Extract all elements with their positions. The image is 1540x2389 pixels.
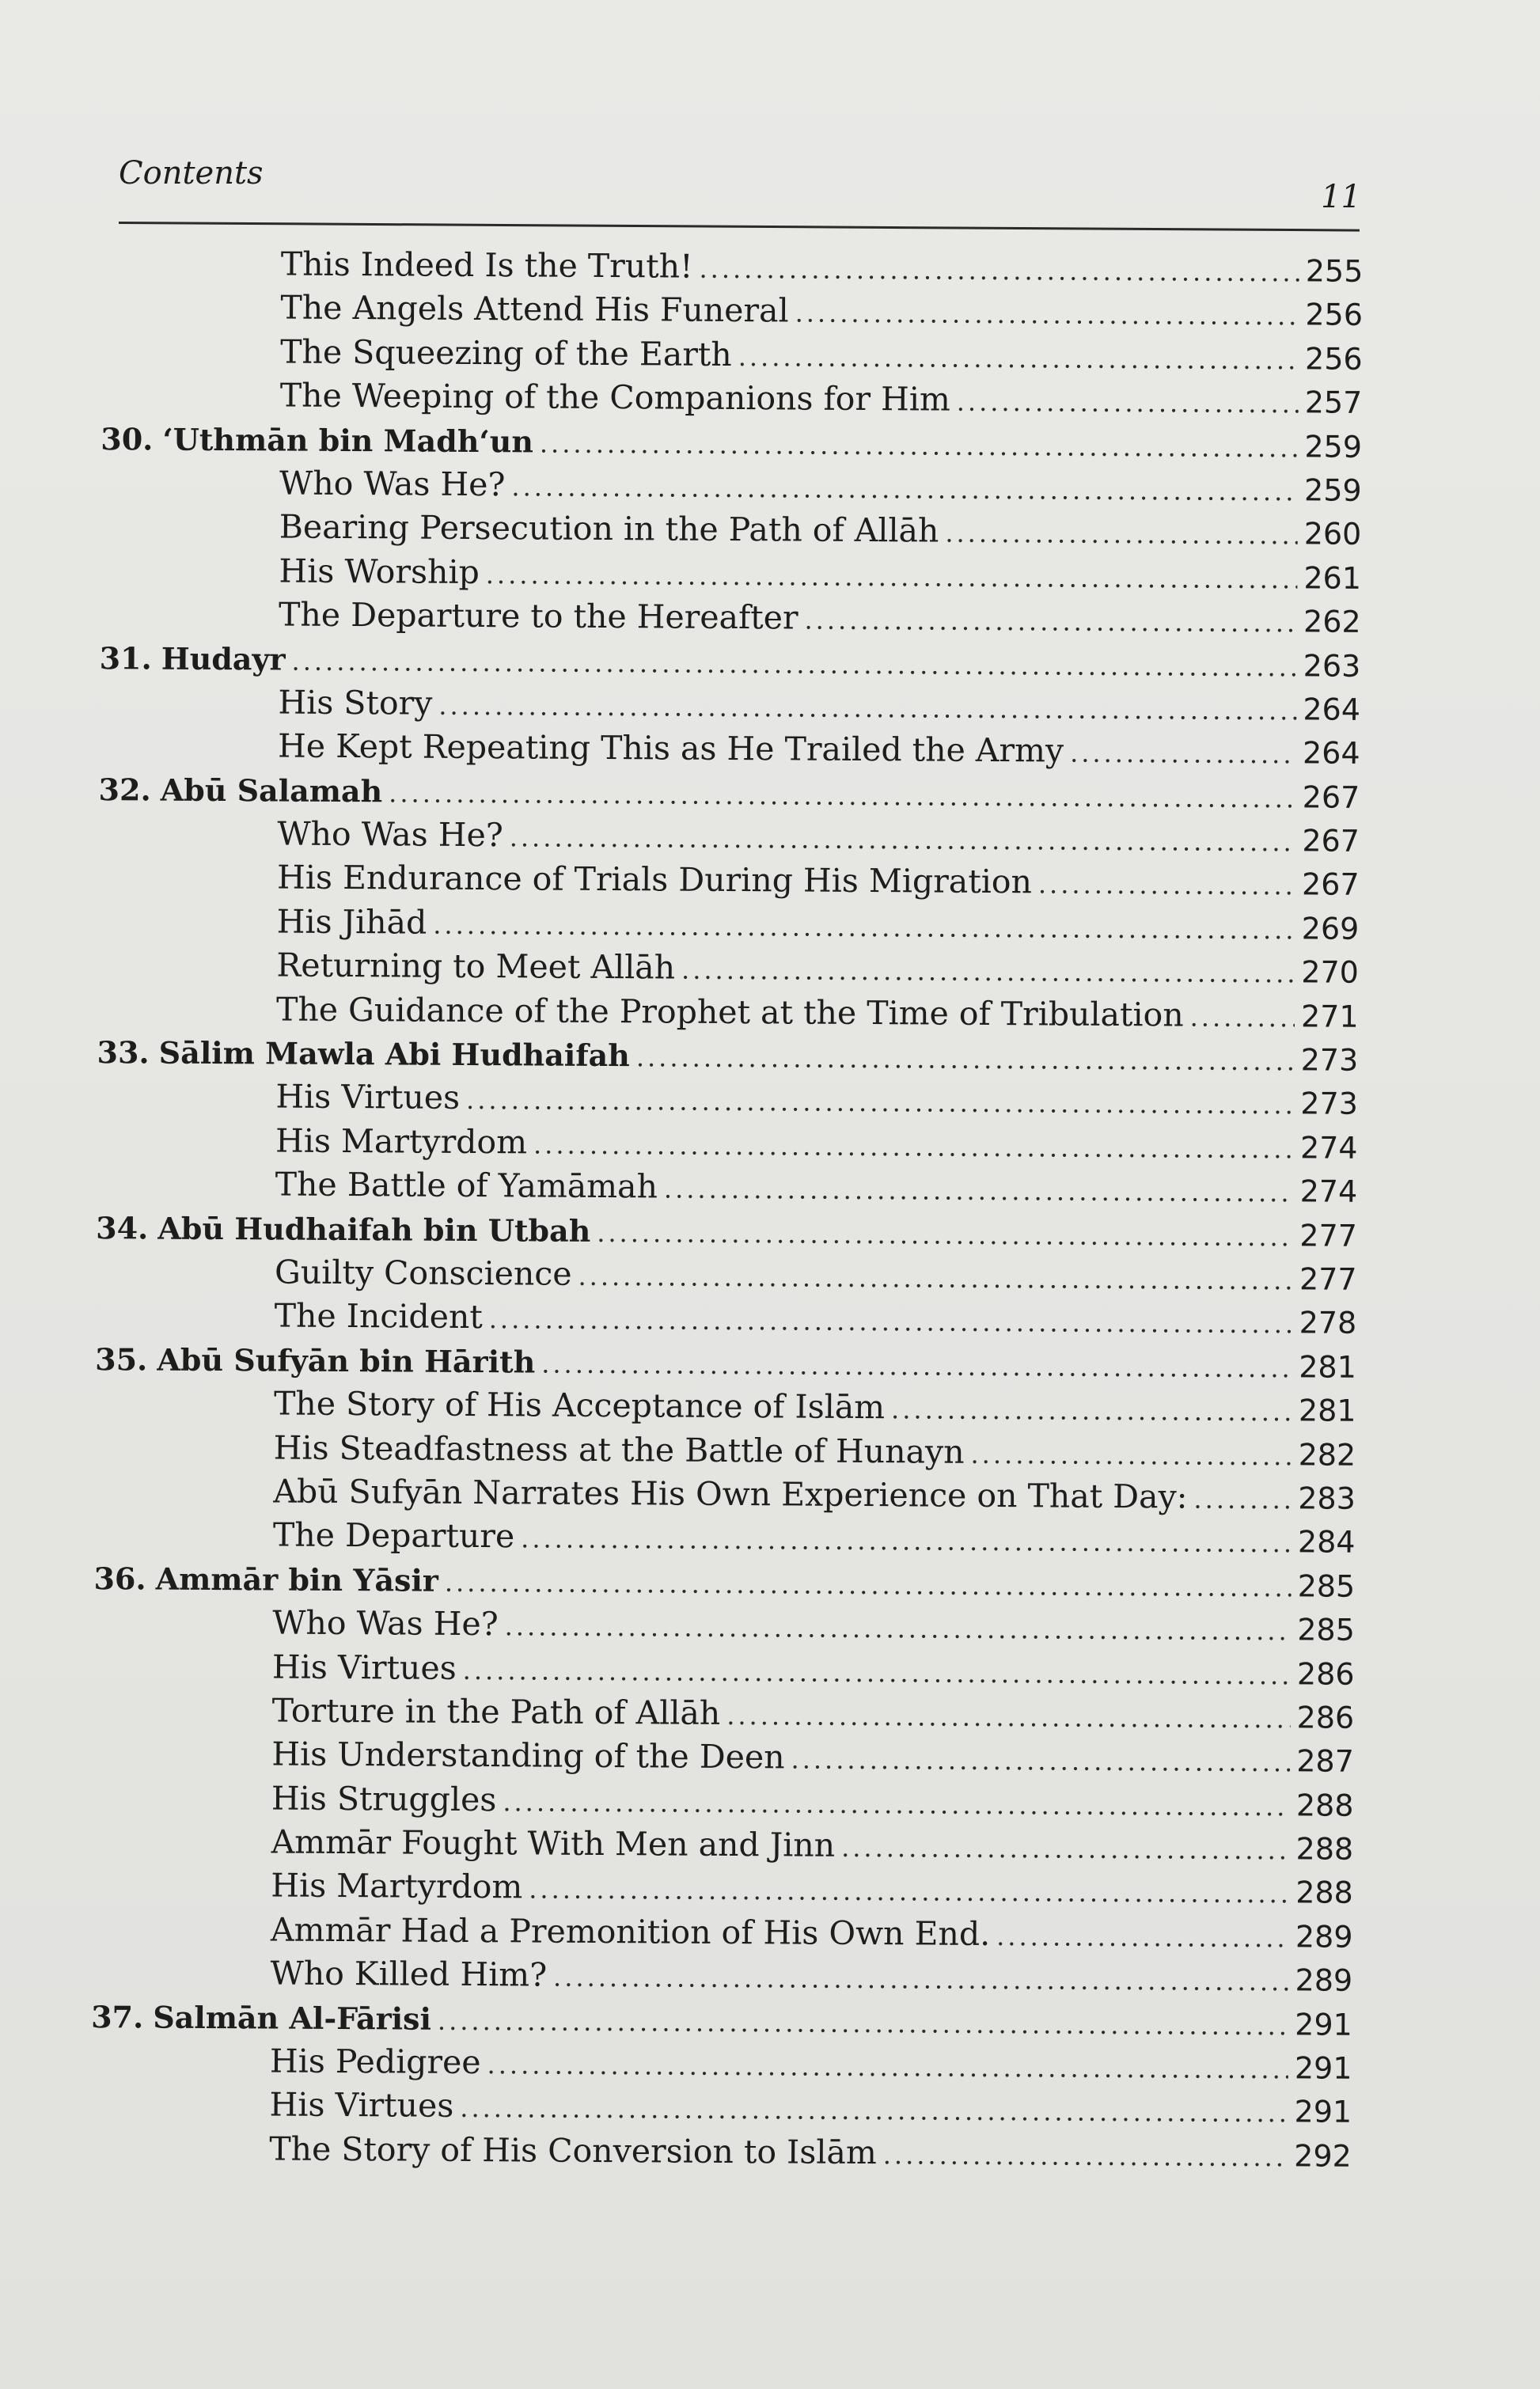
leader-dots bbox=[996, 1915, 1289, 1961]
entry-page-number: 287 bbox=[1296, 1743, 1354, 1780]
leader-dots bbox=[681, 949, 1295, 996]
entry-title: The Story of His Conversion to Islām bbox=[269, 2129, 877, 2171]
entry-title: Abū Hudhaifah bin Utbah bbox=[157, 1210, 591, 1249]
entry-page-number: 273 bbox=[1300, 1042, 1359, 1078]
entry-indent bbox=[79, 1501, 273, 1502]
entry-title: His Virtues bbox=[269, 2085, 454, 2125]
leader-dots bbox=[578, 1255, 1293, 1303]
entry-page-number: 291 bbox=[1295, 2006, 1352, 2042]
leader-dots bbox=[795, 292, 1299, 339]
entry-page-number: 274 bbox=[1299, 1130, 1358, 1166]
entry-page-number: 285 bbox=[1297, 1612, 1355, 1648]
entry-page-number: 284 bbox=[1297, 1524, 1356, 1560]
entry-page-number: 270 bbox=[1301, 954, 1360, 991]
page-number: 11 bbox=[1321, 179, 1361, 215]
entry-indent bbox=[85, 493, 279, 494]
chapter-number: 34. bbox=[96, 1209, 149, 1246]
leader-dots bbox=[1190, 995, 1295, 1040]
entry-title: Abū Salamah bbox=[160, 772, 383, 809]
entry-page-number: 288 bbox=[1295, 1831, 1354, 1867]
entry-indent bbox=[82, 1194, 275, 1195]
chapter-number: 30. bbox=[101, 420, 154, 457]
entry-title: The Incident bbox=[274, 1296, 483, 1337]
entry-title: His Steadfastness at the Battle of Hunayn bbox=[273, 1428, 965, 1471]
chapter-number: 36. bbox=[93, 1560, 146, 1597]
leader-dots bbox=[510, 816, 1296, 864]
entry-indent bbox=[85, 624, 279, 625]
entry-title: Hudayr bbox=[161, 640, 286, 677]
entry-page-number: 259 bbox=[1304, 428, 1363, 465]
toc-chapter-entry bbox=[82, 1030, 1359, 1082]
leader-dots bbox=[505, 1605, 1292, 1653]
entry-indent bbox=[82, 1019, 276, 1020]
entry-title: Torture in the Path of Allāh bbox=[271, 1691, 721, 1732]
entry-page-number: 262 bbox=[1303, 604, 1361, 639]
entry-indent bbox=[82, 975, 276, 976]
entry-title: His Virtues bbox=[275, 1077, 461, 1117]
entry-page-number: 264 bbox=[1303, 692, 1361, 727]
entry-title: The Guidance of the Prophet at the Time of Tribulation bbox=[275, 990, 1184, 1034]
entry-page-number: 289 bbox=[1295, 1962, 1353, 1999]
entry-indent bbox=[78, 1676, 272, 1677]
entry-title: His Worship bbox=[279, 552, 480, 591]
entry-title: Salmān Al-Fārisi bbox=[153, 1999, 432, 2037]
entry-page-number: 288 bbox=[1295, 1788, 1354, 1823]
entry-page-number: 260 bbox=[1303, 516, 1362, 552]
leader-dots bbox=[664, 1168, 1294, 1215]
entry-title: His Story bbox=[278, 683, 433, 722]
entry-title: Guilty Conscience bbox=[274, 1253, 572, 1293]
leader-dots bbox=[738, 336, 1299, 383]
leader-dots bbox=[791, 1739, 1290, 1785]
leader-dots bbox=[957, 381, 1299, 427]
entry-page-number: 264 bbox=[1302, 735, 1360, 772]
entry-title: Abū Sufyān bin Hārith bbox=[157, 1341, 536, 1380]
leader-dots bbox=[389, 772, 1296, 821]
entry-title: Who Was He? bbox=[279, 464, 506, 504]
running-head: Contents bbox=[119, 155, 264, 191]
entry-page-number: 285 bbox=[1297, 1568, 1356, 1604]
leader-dots bbox=[1193, 1478, 1292, 1523]
leader-dots bbox=[945, 512, 1298, 558]
entry-title: ‘Uthmān bin Madh‘un bbox=[162, 421, 534, 460]
entry-page-number: 292 bbox=[1294, 2138, 1352, 2174]
entry-page-number: 281 bbox=[1298, 1393, 1356, 1428]
entry-page-number: 288 bbox=[1295, 1875, 1353, 1911]
page-header bbox=[119, 155, 1361, 226]
entry-title: His Virtues bbox=[271, 1647, 457, 1687]
entry-page-number: 261 bbox=[1303, 560, 1362, 596]
entry-indent bbox=[80, 1413, 274, 1414]
entry-title: The Departure bbox=[272, 1515, 515, 1556]
entry-page-number: 278 bbox=[1299, 1305, 1357, 1341]
entry-page-number: 286 bbox=[1296, 1700, 1355, 1735]
leader-dots bbox=[529, 1868, 1289, 1917]
leader-dots bbox=[540, 422, 1299, 470]
toc-section-entry bbox=[87, 241, 1364, 293]
leader-dots bbox=[891, 1388, 1292, 1435]
entry-title: Returning to Meet Allāh bbox=[276, 946, 676, 987]
leader-dots bbox=[489, 1299, 1293, 1348]
entry-title: Ammār Fought With Men and Jinn bbox=[271, 1822, 836, 1864]
entry-page-number: 283 bbox=[1298, 1481, 1356, 1516]
leader-dots bbox=[597, 1212, 1293, 1260]
entry-title: Ammār bin Yāsir bbox=[155, 1560, 439, 1598]
leader-dots bbox=[841, 1826, 1290, 1873]
toc-section-entry bbox=[82, 987, 1359, 1038]
entry-page-number: 257 bbox=[1304, 385, 1363, 421]
entry-indent bbox=[82, 1106, 275, 1107]
entry-title: Abū Sufyān Narrates His Own Experience on That Day: bbox=[273, 1472, 1188, 1516]
entry-title: His Martyrdom bbox=[271, 1866, 523, 1906]
entry-indent bbox=[76, 2071, 270, 2072]
entry-title: The Squeezing of the Earth bbox=[280, 332, 732, 374]
entry-title: Who Was He? bbox=[272, 1603, 499, 1644]
entry-page-number: 259 bbox=[1303, 472, 1362, 508]
leader-dots bbox=[1070, 732, 1296, 777]
leader-dots bbox=[553, 1956, 1289, 2004]
chapter-number: 31. bbox=[99, 639, 152, 677]
table-of-contents bbox=[75, 241, 1364, 2178]
leader-dots bbox=[541, 1342, 1292, 1390]
chapter-number: 35. bbox=[95, 1340, 148, 1378]
entry-page-number: 267 bbox=[1302, 779, 1360, 815]
leader-dots bbox=[291, 639, 1296, 689]
leader-dots bbox=[1038, 863, 1295, 908]
entry-title: The Angels Attend His Funeral bbox=[280, 288, 789, 330]
entry-indent bbox=[86, 405, 280, 406]
entry-title: His Martyrdom bbox=[275, 1121, 528, 1162]
entry-indent bbox=[83, 887, 277, 888]
entry-title: His Struggles bbox=[271, 1779, 497, 1818]
entry-indent bbox=[87, 274, 281, 275]
entry-page-number: 277 bbox=[1299, 1217, 1358, 1253]
leader-dots bbox=[466, 1079, 1295, 1128]
entry-indent bbox=[86, 317, 280, 318]
entry-title: Ammār Had a Premonition of His Own End. bbox=[270, 1910, 991, 1953]
entry-title: The Departure to the Hereafter bbox=[278, 595, 798, 637]
leader-dots bbox=[970, 1432, 1292, 1478]
leader-dots bbox=[487, 2043, 1288, 2092]
leader-dots bbox=[804, 599, 1297, 646]
entry-page-number: 281 bbox=[1299, 1349, 1357, 1385]
entry-indent bbox=[78, 1808, 271, 1809]
entry-page-number: 273 bbox=[1300, 1086, 1359, 1122]
leader-dots bbox=[503, 1780, 1290, 1829]
entry-page-number: 255 bbox=[1305, 253, 1364, 289]
toc-section-entry bbox=[79, 1512, 1356, 1564]
entry-title: Sālim Mawla Abi Hudhaifah bbox=[158, 1034, 631, 1074]
entry-title: Who Was He? bbox=[277, 814, 503, 855]
entry-page-number: 289 bbox=[1295, 1919, 1353, 1955]
entry-page-number: 282 bbox=[1298, 1436, 1356, 1473]
entry-page-number: 256 bbox=[1305, 297, 1364, 333]
entry-title: The Weeping of the Companions for Him bbox=[279, 376, 950, 419]
entry-page-number: 269 bbox=[1301, 911, 1360, 946]
entry-page-number: 271 bbox=[1300, 999, 1359, 1034]
entry-page-number: 256 bbox=[1304, 341, 1363, 377]
leader-dots bbox=[636, 1036, 1295, 1083]
entry-title: He Kept Repeating This as He Trailed the Army bbox=[277, 726, 1064, 770]
entry-indent bbox=[84, 712, 278, 713]
entry-indent bbox=[77, 1895, 271, 1896]
entry-indent bbox=[76, 2114, 270, 2115]
entry-indent bbox=[78, 1764, 271, 1765]
entry-indent bbox=[77, 1983, 271, 1984]
entry-title: Bearing Persecution in the Path of Allāh bbox=[279, 507, 939, 550]
entry-title: This Indeed Is the Truth! bbox=[280, 245, 693, 286]
leader-dots bbox=[726, 1694, 1291, 1742]
leader-dots bbox=[521, 1518, 1292, 1566]
entry-page-number: 277 bbox=[1299, 1261, 1357, 1297]
leader-dots bbox=[511, 465, 1298, 514]
entry-page-number: 267 bbox=[1301, 866, 1360, 903]
leader-dots bbox=[883, 2133, 1288, 2180]
leader-dots bbox=[699, 248, 1299, 295]
entry-page-number: 274 bbox=[1299, 1174, 1358, 1210]
leader-dots bbox=[445, 1561, 1292, 1610]
leader-dots bbox=[533, 1123, 1294, 1171]
toc-section-entry bbox=[79, 1469, 1356, 1520]
entry-indent bbox=[81, 1282, 275, 1283]
entry-indent bbox=[83, 931, 277, 932]
leader-dots bbox=[438, 1999, 1289, 2048]
entry-title: His Understanding of the Deen bbox=[271, 1735, 785, 1777]
entry-title: His Pedigree bbox=[269, 2042, 481, 2082]
entry-title: Who Killed Him? bbox=[270, 1954, 548, 1994]
chapter-number: 33. bbox=[97, 1034, 150, 1071]
chapter-number: 37. bbox=[91, 1998, 144, 2035]
entry-title: The Story of His Acceptance of Islām bbox=[273, 1384, 886, 1427]
entry-indent bbox=[78, 1720, 272, 1721]
entry-page-number: 291 bbox=[1294, 2050, 1352, 2086]
entry-page-number: 286 bbox=[1296, 1655, 1355, 1692]
entry-indent bbox=[84, 756, 278, 757]
entry-page-number: 267 bbox=[1302, 823, 1360, 859]
entry-indent bbox=[78, 1632, 272, 1633]
entry-title: His Endurance of Trials During His Migration bbox=[276, 858, 1033, 901]
entry-page-number: 291 bbox=[1294, 2094, 1352, 2130]
entry-title: The Battle of Yamāmah bbox=[275, 1165, 658, 1206]
entry-indent bbox=[85, 581, 279, 582]
entry-indent bbox=[75, 2159, 269, 2160]
chapter-number: 32. bbox=[98, 771, 151, 808]
entry-title: His Jihād bbox=[276, 902, 427, 942]
entry-indent bbox=[81, 1325, 275, 1326]
entry-page-number: 263 bbox=[1303, 647, 1361, 684]
